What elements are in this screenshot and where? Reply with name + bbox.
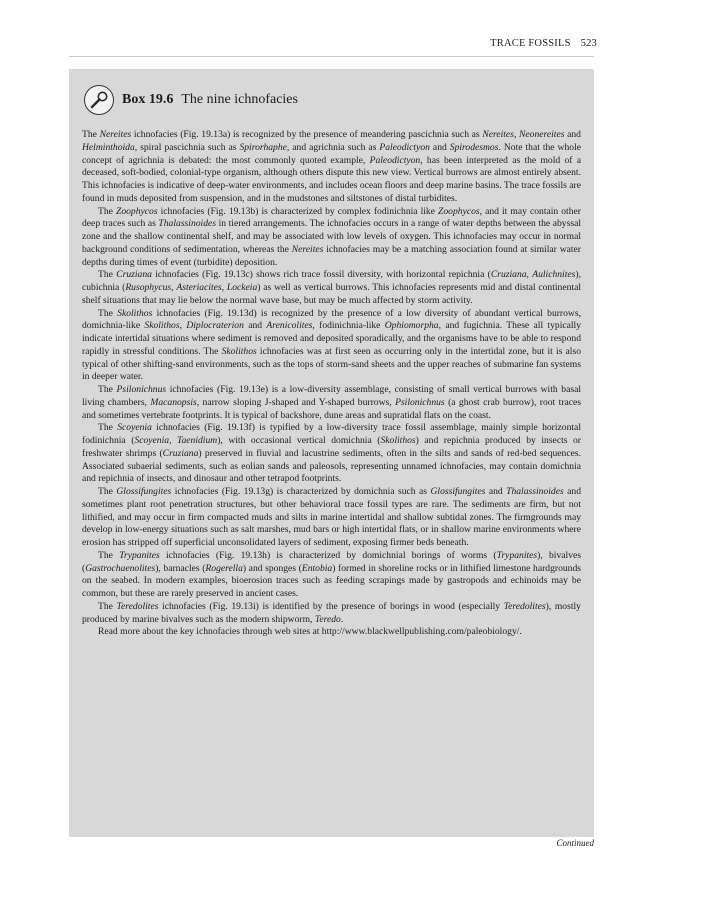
italic-term: Trypanites <box>496 549 538 561</box>
italic-term: Gastrochaenolites <box>85 562 156 574</box>
text-run: The <box>98 269 117 281</box>
running-title: TRACE FOSSILS <box>490 38 571 49</box>
italic-term: Psilonichnus <box>116 384 167 395</box>
text-run: ), barnacles ( <box>155 562 206 574</box>
italic-term: Teredolites <box>503 600 546 612</box>
italic-term: Taenidium <box>177 435 218 446</box>
continued-label: Continued <box>556 838 594 848</box>
italic-term: Cruziana <box>490 269 527 281</box>
text-run: ichnofacies may be a matching association found at similar water depths during times of event (turbidite) deposition. <box>82 243 581 268</box>
text-run: ) as well as vertical burrows. This ichnofacies represents mid and distal continental shelf situations that may lie below the normal wave base, but may be much affected by storm activity. <box>82 282 581 306</box>
box-paragraph <box>82 269 581 307</box>
italic-term: Skolithos <box>221 345 257 357</box>
text-run: and <box>485 486 507 497</box>
text-run: The <box>98 549 120 561</box>
text-run: ), cubichnia ( <box>82 269 581 293</box>
text-run: , and fugichnia. These all typically indicate intertidal situations where sediment is removed and deposited sporadically, and the organisms have to be able to respond rapidly in stressful conditions. The <box>82 320 582 357</box>
italic-term: Spirodesmos <box>449 141 499 153</box>
text-run: The <box>82 129 100 140</box>
italic-term: Asteriacites <box>176 282 222 293</box>
box-title: The nine ichnofacies <box>181 92 298 107</box>
italic-term: Aulichnites <box>532 269 576 281</box>
italic-term: Entobia <box>301 562 333 574</box>
text-run: The <box>98 384 117 395</box>
text-run: , spiral pascichnia such as <box>134 141 240 153</box>
text-run: The <box>98 307 118 319</box>
italic-term: Skolithos <box>117 307 153 319</box>
box-number: Box 19.6 <box>122 92 174 107</box>
italic-term: Skolithos <box>144 320 180 332</box>
text-run: ), with occasional vertical domichnia ( <box>217 435 381 446</box>
header-rule <box>69 56 594 57</box>
text-run: ) formed in shoreline rocks or in lithified limestone hardgrounds on the seabed. In modern examples, bioerosion traces such as feeding scrapings made by gastropods and echinoids may be common, but these are rarely preserved in ancient cases. <box>82 562 581 599</box>
text-run: , has been interpreted as the mold of a deceased, soft-bodied, colonial-type organism, although others dispute this new view. Vertical burrows are almost entirely absent. This ichnofacies is indicative of deep-water environments, and includes ocean floors and deep marine basins. The trace fossils are found in muds deposited from suspension, and in the mudstones and siltstones of distal turbidites. <box>82 154 581 204</box>
text-run: ) and sponges ( <box>242 562 302 574</box>
text-run: ichnofacies (Fig. 19.13h) is characterized by domichnial borings of worms ( <box>159 549 497 561</box>
text-run: , <box>221 282 227 293</box>
box-paragraph <box>82 129 581 206</box>
running-head <box>490 38 597 49</box>
text-run: and <box>429 141 450 153</box>
text-run: , fodinichnia-like <box>312 320 385 332</box>
italic-term: Trypanites <box>119 549 160 561</box>
box-paragraph <box>82 550 581 601</box>
text-run: ichnofacies was at first seen as occurring only in the intertidal zone, but it is also typical of other shifting-sand environments, such as the tops of storm-sand sheets and the upper reaches of submarine fan systems in deeper water. <box>82 345 581 383</box>
italic-term: Glossifungites <box>116 486 172 497</box>
text-run: ichnofacies (Fig. 19.13i) is identified by the presence of borings in wood (especially <box>158 600 504 612</box>
text-run: , <box>526 269 533 281</box>
text-run: . <box>340 613 344 625</box>
italic-term: Diplocraterion <box>186 320 244 332</box>
italic-term: Cruziana <box>162 447 199 459</box>
text-run: ) preserved in fluvial and lacustrine sediments, often in the silts and sands of red-bed sequences. Associated subaerial sediments, such as eolian sands and paleosols, representing unnamed ichnofacies, may contain domichnia and repichnia of insects, and dinosaur and other tetrapod footprints. <box>82 447 581 485</box>
italic-term: Thalassinoides <box>158 218 216 230</box>
text-run: Read more about the key ichnofacies through web sites at http://www.blackwellpublishing.com/paleobiology/. <box>98 626 522 638</box>
italic-term: Nereites <box>482 129 514 140</box>
text-run: , <box>171 282 177 293</box>
text-run: ichnofacies (Fig. 19.13d) is recognized by the presence of a low diversity of abundant vertical burrows, domichnia-like <box>82 307 581 332</box>
italic-term: Paleodictyon <box>369 154 421 166</box>
italic-term: Glossifungites <box>430 486 486 497</box>
text-run: ) and repichnia produced by insects or freshwater shrimps ( <box>82 435 581 459</box>
box-paragraph <box>82 206 581 270</box>
italic-term: Zoophycos <box>438 205 480 217</box>
box-header <box>84 83 581 117</box>
italic-term: Macanopsis <box>150 396 197 408</box>
italic-term: Teredolites <box>116 600 159 612</box>
text-run: , narrow sloping J-shaped and Y-shaped burrows, <box>196 396 396 408</box>
box-paragraph <box>82 308 581 385</box>
italic-term: Cruziana <box>116 269 152 281</box>
box-paragraph <box>82 486 581 550</box>
italic-term: Ophiomorpha <box>384 320 439 332</box>
text-run: in tiered arrangements. The ichnofacies occurs in a range of water depths between the abyssal zone and the shallow continental shelf, and may be associated with low levels of oxygen. This ichnofacies may occur in normal background conditions of sedimentation, whereas the <box>82 218 581 255</box>
italic-term: Rusophycus <box>125 282 172 293</box>
box-text <box>82 129 581 639</box>
italic-term: Skolithos <box>380 435 416 446</box>
text-run: . Note that the whole concept of agrichnia is debated: the most commonly quoted example, <box>82 141 581 166</box>
text-run: ichnofacies (Fig. 19.13f) is typified by a low-diversity trace fossil assemblage, mainly simple horizontal fodinichnia ( <box>82 422 581 446</box>
italic-term: Spirorhaphe <box>239 141 287 153</box>
italic-term: Thalassinoides <box>506 486 564 497</box>
box-paragraph <box>82 422 581 486</box>
italic-term: Nereites <box>291 243 324 255</box>
italic-term: Arenicolites <box>266 320 313 332</box>
text-run: The <box>98 422 118 434</box>
box-paragraph <box>82 384 581 422</box>
italic-term: Scoyenia <box>117 422 152 434</box>
italic-term: Zoophycos <box>115 205 158 217</box>
text-run: ), bivalves ( <box>82 549 581 574</box>
italic-term: Teredo <box>314 613 341 625</box>
text-run: ichnofacies (Fig. 19.13c) shows rich trace fossil diversity, with horizontal repichnia ( <box>151 269 491 281</box>
box-panel <box>69 69 594 837</box>
italic-term: Lockeia <box>226 282 258 293</box>
text-run: , <box>179 320 187 332</box>
italic-term: Helminthoida <box>82 141 135 153</box>
italic-term: Nereites <box>99 129 132 140</box>
text-run: The <box>98 486 117 497</box>
text-run: The <box>98 205 116 217</box>
box-paragraph <box>82 626 581 639</box>
text-run: and sometimes plant root penetration structures, but other behavioral trace fossil types are rare. The sediments are firm, but not lithified, and may occur in firm compacted muds and silts in marine intertidal and shallow subtidal zones. The firmgrounds may develop in low-energy situations such as salt marshes, mud bars or high intertidal flats, or in shallow marine environments where erosion has stripped off superficial unconsolidated layers of sediment, exposing firmer beds beneath. <box>82 486 581 548</box>
italic-term: Neonereites <box>519 129 565 140</box>
text-run: , <box>169 435 178 446</box>
page-number: 523 <box>580 38 597 49</box>
text-run: and <box>243 320 267 332</box>
italic-term: Scoyenia <box>134 435 170 446</box>
box-paragraph <box>82 601 581 627</box>
text-run: ichnofacies (Fig. 19.13g) is characterized by domichnia such as <box>171 486 431 497</box>
text-run: , and it may contain other deep traces such as <box>82 205 581 230</box>
text-run: , and agrichnia such as <box>286 141 380 153</box>
text-run: ichnofacies (Fig. 19.13a) is recognized by the presence of meandering pascichnia such as <box>131 129 483 140</box>
magnifier-icon <box>84 85 114 115</box>
text-run: (a ghost crab burrow), root traces and sometimes vertebrate footprints. It is typical of backshore, dune areas and supratidal flats on the coast. <box>82 396 582 421</box>
text-run: The <box>98 600 117 612</box>
italic-term: Rogerella <box>205 562 243 574</box>
text-run: ichnofacies (Fig. 19.13b) is characterized by complex fodinichnia like <box>157 205 439 217</box>
italic-term: Paleodictyon <box>379 141 430 153</box>
text-run: , <box>513 129 519 140</box>
text-run: ), mostly produced by marine bivalves such as the modern shipworm, <box>82 600 581 625</box>
text-run: and <box>564 129 581 140</box>
text-run: ichnofacies (Fig. 19.13e) is a low-diversity assemblage, consisting of small vertical burrows with basal living chambers, <box>82 384 581 408</box>
italic-term: Psilonichnus <box>395 396 445 408</box>
